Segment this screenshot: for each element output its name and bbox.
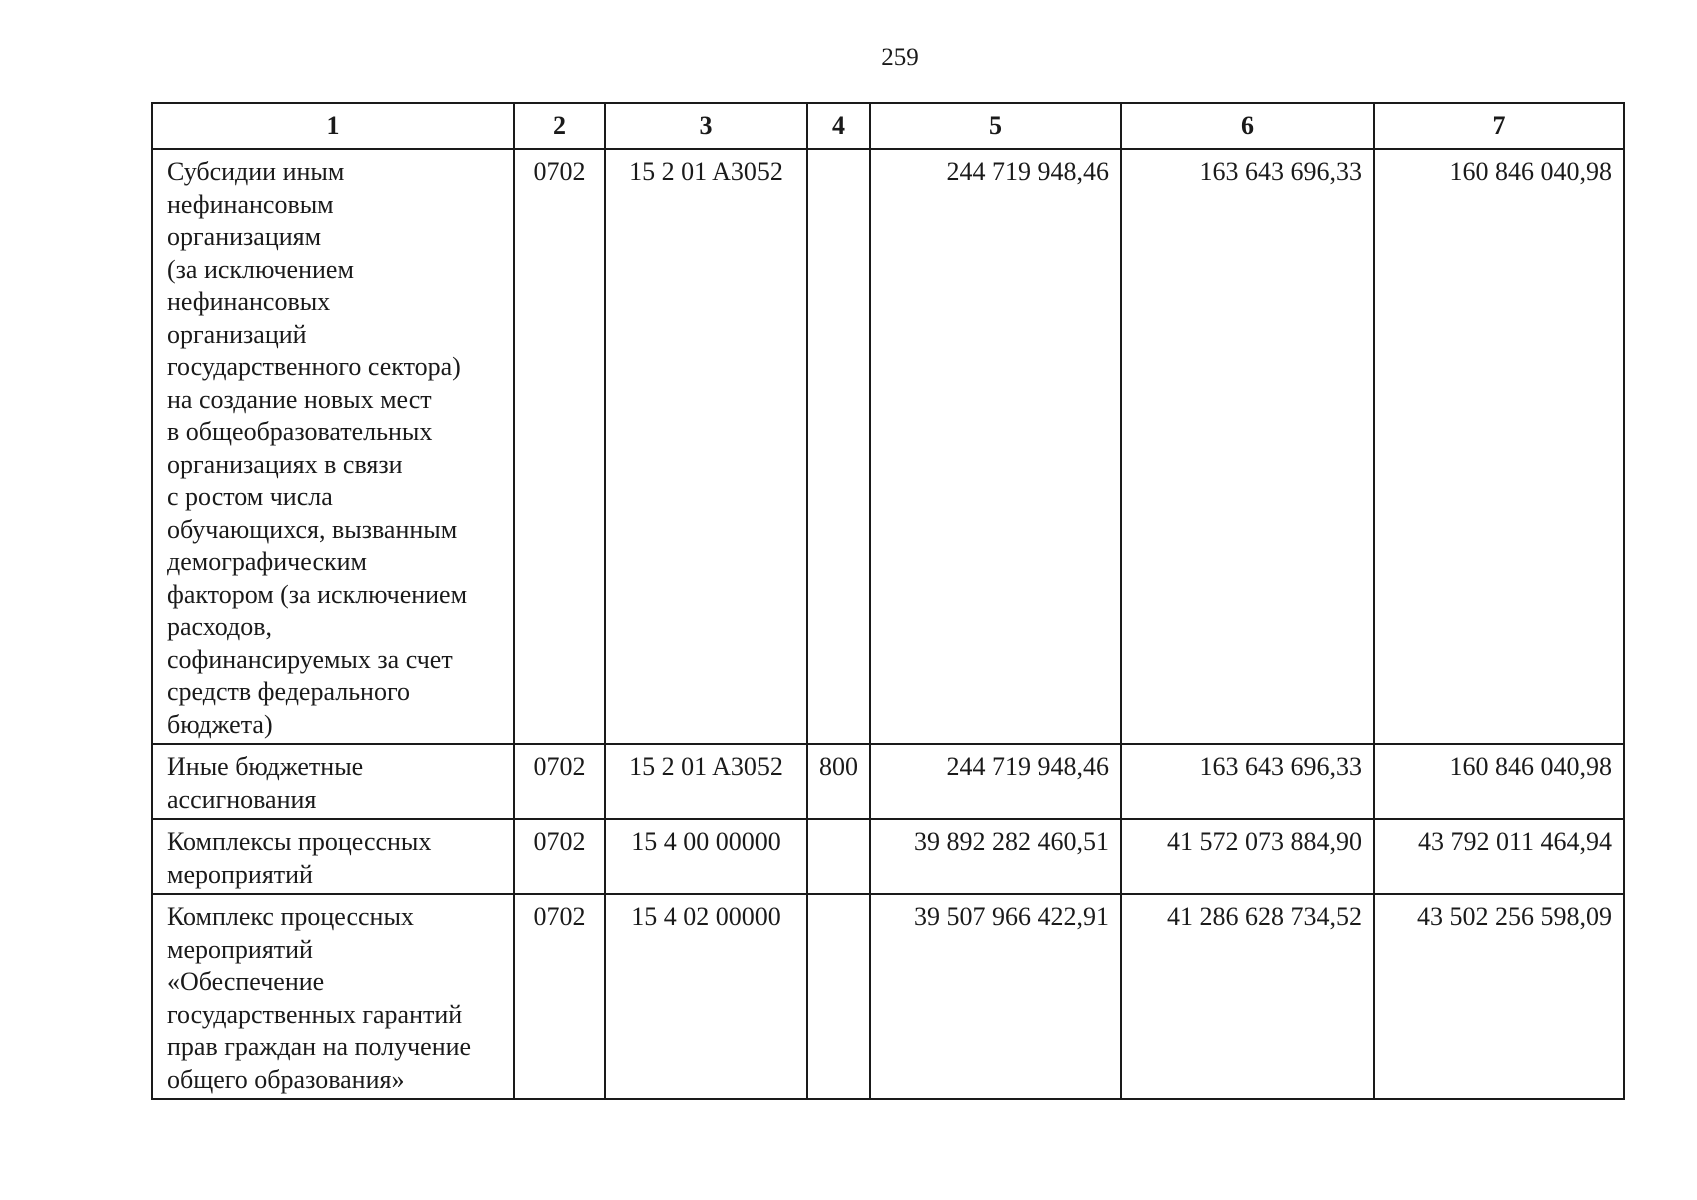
row-target-code: 15 2 01 A3052: [605, 744, 807, 819]
column-header-7: 7: [1374, 103, 1624, 149]
row-target-code: 15 2 01 A3052: [605, 149, 807, 744]
table-row: [152, 149, 1624, 744]
row-value-5: 39 507 966 422,91: [870, 894, 1121, 1099]
row-value-7: 43 792 011 464,94: [1374, 819, 1624, 894]
page-number: 259: [881, 44, 919, 71]
row-value-5: 244 719 948,46: [870, 744, 1121, 819]
row-target-code: 15 4 02 00000: [605, 894, 807, 1099]
row-expense-type: [807, 819, 870, 894]
column-header-1: 1: [152, 103, 514, 149]
table-row: [152, 894, 1624, 1099]
row-value-5: 244 719 948,46: [870, 149, 1121, 744]
row-value-7: 160 846 040,98: [1374, 744, 1624, 819]
row-section: 0702: [514, 744, 605, 819]
row-value-6: 163 643 696,33: [1121, 744, 1374, 819]
row-name: Субсидии иным нефинансовым организациям (за исключением нефинансовых организаций государственного сектора) на создание новых мест в общеобразовательных организациях в связи с ростом числа обучающихся, вызванным демографическим фактором (за исключением расходов, софинансируемых за счет средств федерального бюджета): [167, 157, 468, 739]
row-name: Иные бюджетные ассигнования: [167, 752, 364, 814]
row-section: 0702: [514, 819, 605, 894]
column-header-6: 6: [1121, 103, 1374, 149]
table-row: [152, 819, 1624, 894]
row-name-cell: [152, 819, 514, 894]
row-name-cell: [152, 744, 514, 819]
row-value-6: 41 572 073 884,90: [1121, 819, 1374, 894]
row-name-cell: [152, 894, 514, 1099]
row-section: 0702: [514, 894, 605, 1099]
row-expense-type: [807, 149, 870, 744]
row-name-cell: [152, 149, 514, 744]
table-header-row: [152, 103, 1624, 149]
row-name: Комплекс процессных мероприятий «Обеспечение государственных гарантий прав граждан на получение общего образования»: [167, 902, 472, 1094]
table-row: [152, 744, 1624, 819]
column-header-3: 3: [605, 103, 807, 149]
row-value-7: 43 502 256 598,09: [1374, 894, 1624, 1099]
row-value-6: 163 643 696,33: [1121, 149, 1374, 744]
column-header-5: 5: [870, 103, 1121, 149]
budget-table: [151, 102, 1625, 1100]
row-value-7: 160 846 040,98: [1374, 149, 1624, 744]
row-expense-type: [807, 894, 870, 1099]
row-value-5: 39 892 282 460,51: [870, 819, 1121, 894]
column-header-4: 4: [807, 103, 870, 149]
row-target-code: 15 4 00 00000: [605, 819, 807, 894]
row-value-6: 41 286 628 734,52: [1121, 894, 1374, 1099]
row-name: Комплексы процессных мероприятий: [167, 827, 432, 889]
row-expense-type: 800: [807, 744, 870, 819]
row-section: 0702: [514, 149, 605, 744]
column-header-2: 2: [514, 103, 605, 149]
